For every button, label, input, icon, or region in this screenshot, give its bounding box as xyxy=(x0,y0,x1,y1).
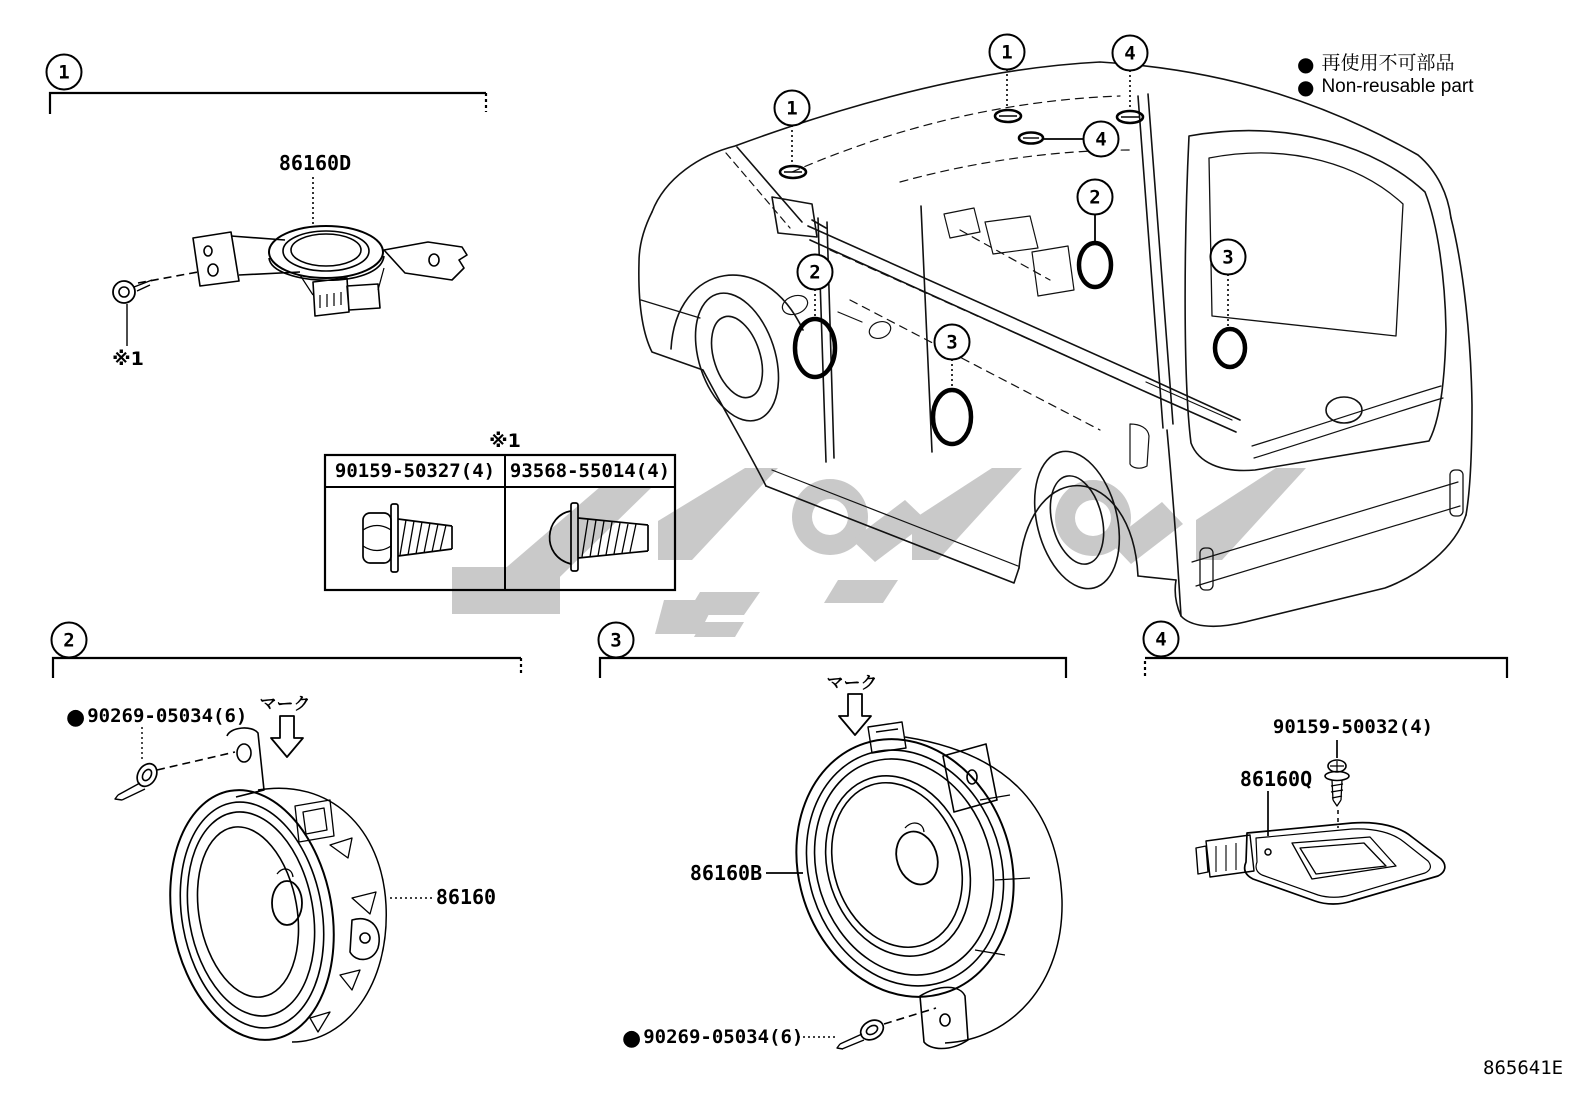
amplifier-drawing xyxy=(1196,740,1445,904)
speaker-hole-markers xyxy=(795,243,1245,444)
section2-number: 2 xyxy=(63,629,75,651)
license-garnish-oval xyxy=(1326,397,1362,423)
section3-number: 3 xyxy=(610,629,622,651)
rivet-drawing-bottom xyxy=(798,1008,936,1049)
part-label-86160D: 86160D xyxy=(278,151,352,175)
legend-line-jp xyxy=(1297,48,1454,76)
part-label-86160Q: 86160Q xyxy=(1239,767,1313,791)
tail-lamp-right xyxy=(1450,470,1463,516)
non-reusable-bullet-icon: ● xyxy=(1297,75,1315,99)
section4-number: 4 xyxy=(1155,628,1167,650)
fastener-table-col2-header: 93568-55014(4) xyxy=(509,460,671,482)
figure-code: 865641E xyxy=(1483,1057,1564,1079)
van-callout-1-roof xyxy=(989,34,1026,71)
van-callout-3-rear xyxy=(1210,239,1247,276)
mark-arrow-mid xyxy=(839,694,871,735)
non-reusable-bullet-icon: ● xyxy=(622,1026,642,1051)
full-speaker-drawing xyxy=(764,694,1062,1049)
rivet-drawing-left xyxy=(115,727,235,800)
door-speaker-drawing xyxy=(115,716,433,1053)
van-callout-2-front-door xyxy=(797,254,834,291)
van-drawing xyxy=(639,62,1472,626)
van-callout-number: 1 xyxy=(1001,41,1013,63)
van-callout-number: 4 xyxy=(1095,128,1107,150)
van-callout-markers xyxy=(780,69,1245,444)
front-wheel xyxy=(680,282,793,431)
fastener-label-section3 xyxy=(622,1026,803,1051)
van-callout-number: 3 xyxy=(1222,246,1234,268)
amp-screw-drawing xyxy=(1325,740,1349,828)
part-label-86160: 86160 xyxy=(435,885,497,909)
van-callout-4-quarter xyxy=(1083,121,1120,158)
van-callout-number: 3 xyxy=(946,331,958,353)
van-callout-number: 2 xyxy=(1089,186,1101,208)
section4-circle xyxy=(1143,621,1180,658)
section3-circle xyxy=(598,622,635,659)
legend-line-en xyxy=(1297,75,1474,99)
van-callout-3-slide-door xyxy=(934,324,971,361)
mark-arrow-left xyxy=(271,716,303,757)
mark-label-section3: マーク xyxy=(826,673,878,694)
section2-circle xyxy=(51,622,88,659)
van-callout-number: 1 xyxy=(786,97,798,119)
hex-screw-drawing xyxy=(363,504,452,572)
watermark-logo xyxy=(452,468,1306,637)
van-callout-number: 2 xyxy=(809,261,821,283)
mark-label-section2: マーク xyxy=(259,694,311,715)
section1-number: 1 xyxy=(58,61,70,83)
section1-circle xyxy=(46,54,83,91)
fastener-label-section4: 90159-50032(4) xyxy=(1272,716,1434,738)
fastener-table-caption: ※1 xyxy=(489,430,521,452)
fastener-table-col1-header: 90159-50327(4) xyxy=(334,460,496,482)
non-reusable-bullet-icon: ● xyxy=(1297,52,1315,76)
tweeter-assembly-drawing xyxy=(113,177,467,346)
non-reusable-bullet-icon: ● xyxy=(66,705,86,730)
van-callout-4-roof xyxy=(1112,35,1149,72)
legend-en-text: Non-reusable part xyxy=(1321,76,1474,97)
fastener-number: 90269-05034(6) xyxy=(87,705,248,727)
van-callout-number: 4 xyxy=(1124,42,1136,64)
van-callout-1-dash xyxy=(774,90,811,127)
fastener-label-section2 xyxy=(66,705,247,730)
van-callout-2-rear-door xyxy=(1077,179,1114,216)
tweeter-screw xyxy=(113,272,198,346)
part-label-86160B: 86160B xyxy=(689,861,763,885)
fastener-number: 90269-05034(6) xyxy=(643,1026,804,1048)
legend-jp-text: 再使用不可部品 xyxy=(1321,52,1455,74)
note-symbol-section1: ※1 xyxy=(112,348,144,370)
